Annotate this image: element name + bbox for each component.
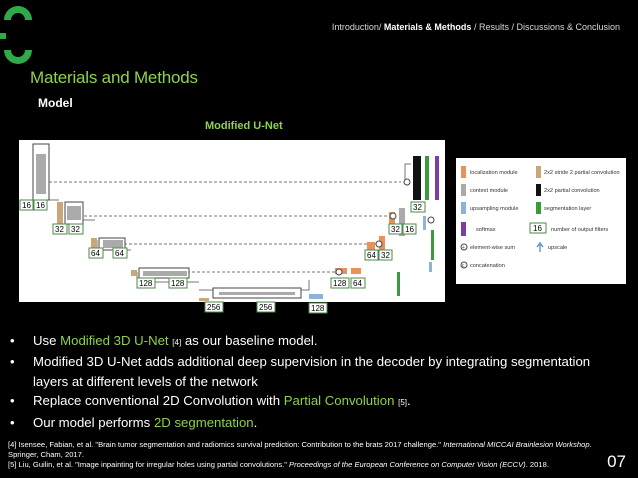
filter-label: 128: [171, 279, 185, 288]
legend-badge: 16: [533, 224, 542, 233]
nav-intro[interactable]: Introduction/: [331, 22, 382, 32]
list-item: • Use Modified 3D U-Net [4] as our baseline model.: [10, 333, 318, 348]
filter-label: 16: [405, 225, 414, 234]
filter-label: 128: [311, 304, 325, 313]
filter-label: 128: [333, 279, 347, 288]
legend-upsampling: upsampling module: [470, 206, 519, 212]
references: [8, 440, 598, 470]
filter-label: 64: [91, 249, 100, 258]
legend-segmentation: segmentation layer: [544, 206, 592, 212]
legend-output-filters: number of output filters: [551, 227, 609, 233]
list-item: • Replace conventional 2D Convolution with Partial Convolution [5].: [10, 393, 411, 409]
filter-label: 64: [115, 249, 124, 258]
unet-diagram: [19, 140, 445, 313]
filter-label: 32: [381, 251, 390, 260]
reference-item: [4] Isensee, Fabian, et al. "Brain tumor segmentation and radiomics survival prediction: Contribution to the brats 2017 challenge." International MICCAI Brainlesion Workshop. Springer, Cham, 2017.: [8, 440, 592, 459]
nav-methods[interactable]: Materials & Methods: [383, 22, 472, 32]
section-subtitle: Model: [38, 96, 73, 110]
filter-label: 32: [55, 225, 64, 234]
page-number: 07: [607, 452, 626, 471]
reference-item: [5] Liu, Guilin, et al. "Image inpainting for irregular holes using partial convolutions." Proceedings of the European Conference on Computer Vision (ECCV). 2018.: [8, 460, 549, 469]
logo-icon: [0, 10, 36, 58]
legend-context: context module: [470, 188, 508, 194]
filter-label: 128: [139, 279, 153, 288]
legend-2x2-conv: 2x2 partial convolution: [544, 188, 600, 194]
nav-rest[interactable]: / Results / Discussions & Conclusion: [473, 22, 620, 32]
legend-localization: localization module: [470, 170, 518, 176]
legend-softmax: softmax: [476, 227, 496, 233]
diagram-title: Modified U-Net: [205, 120, 283, 132]
breadcrumb: [332, 22, 620, 32]
filter-label: 256: [259, 303, 273, 312]
filter-label: 16: [22, 201, 31, 210]
filter-label: 64: [353, 279, 362, 288]
filter-label: 256: [207, 303, 221, 312]
upscale-arrow-icon: [537, 243, 543, 252]
filter-label: 32: [413, 203, 422, 212]
filter-label: 32: [391, 225, 400, 234]
filter-label: 32: [71, 225, 80, 234]
legend-upscale: upscale: [548, 245, 568, 251]
svg-text:c: c: [462, 263, 465, 269]
filter-label: 16: [36, 201, 45, 210]
legend-stride-conv: 2x2 stride 2 partial convolution: [544, 170, 620, 176]
page-title: Materials and Methods: [30, 68, 198, 87]
bullet-list: [8, 331, 628, 432]
legend-sum: element-wise sum: [470, 245, 516, 251]
filter-label: 64: [367, 251, 376, 260]
list-item: • Our model performs 2D segmentation.: [10, 414, 258, 430]
diagram-legend: [456, 158, 626, 284]
legend-concat: concatenation: [470, 263, 505, 269]
svg-text:+: +: [462, 245, 465, 251]
list-item: • Modified 3D U-Net adds additional deep supervision in the decoder by integrating segmentation layers at different levels of the network: [10, 354, 591, 389]
